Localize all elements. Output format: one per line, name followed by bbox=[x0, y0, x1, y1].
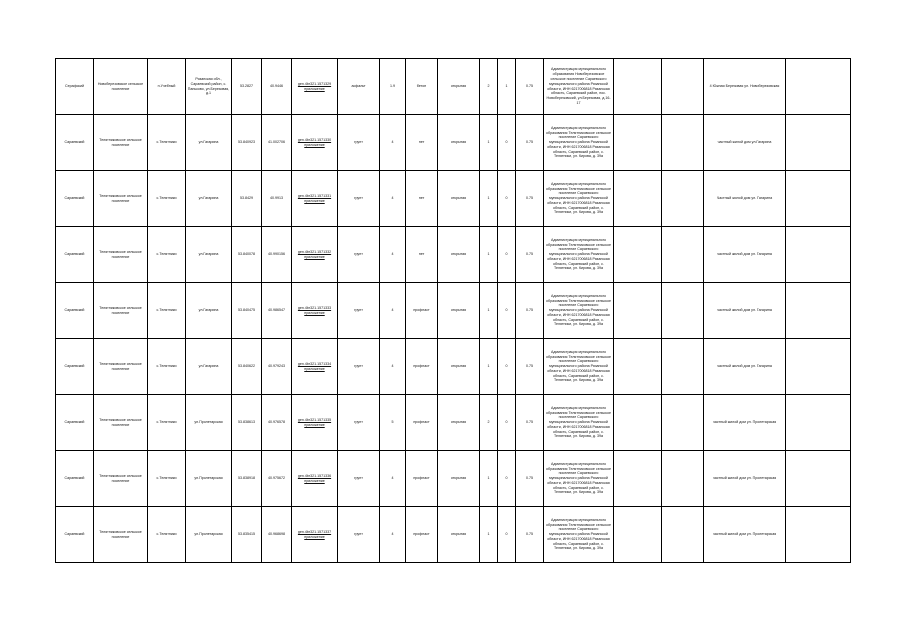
cell-link[interactable] bbox=[292, 395, 338, 451]
cell-link[interactable] bbox=[292, 507, 338, 563]
cell-sources-list: частный жилой дом ул. Гагарина bbox=[704, 227, 786, 283]
cell-coverage: профнаст bbox=[406, 339, 438, 395]
cell-locality: с.Телятники bbox=[148, 451, 186, 507]
cell-blank bbox=[786, 115, 851, 171]
table-row bbox=[56, 507, 851, 563]
cell-type: открытая bbox=[438, 339, 480, 395]
document-link[interactable]: gen.4br321.1571332 приложение bbox=[297, 249, 332, 259]
cell-sources-list: частный жилой дом ул. Пролетарская bbox=[704, 507, 786, 563]
container-sites-table bbox=[55, 58, 851, 563]
cell-cnt1: 1 bbox=[480, 339, 498, 395]
cell-owner: Администрация муниципального образования Телятниковское сельское поселение Сараевского муниципального района Рязанской области, ИНН 6217006818 Рязанская область, Сараевский район, с. Телятники, ул. Кирова, д. 39а bbox=[544, 115, 614, 171]
cell-settlement: Телятниковское сельское поселение bbox=[94, 451, 148, 507]
cell-lon: 41.002706 bbox=[262, 115, 292, 171]
cell-link[interactable] bbox=[292, 59, 338, 115]
cell-cnt2: 0 bbox=[498, 339, 516, 395]
cell-source bbox=[614, 395, 662, 451]
cell-area: 4 bbox=[380, 115, 406, 171]
cell-surface: грунт bbox=[338, 395, 380, 451]
cell-source bbox=[614, 507, 662, 563]
cell-volume: 0.75 bbox=[516, 507, 544, 563]
cell-volume: 0.75 bbox=[516, 171, 544, 227]
cell-sources-list: частный жилой дом ул.Гагарина bbox=[704, 115, 786, 171]
cell-coverage: профнаст bbox=[406, 507, 438, 563]
cell-blank bbox=[786, 283, 851, 339]
cell-cnt2: 1 bbox=[498, 59, 516, 115]
cell-blank bbox=[786, 171, 851, 227]
cell-source bbox=[614, 171, 662, 227]
cell-sources-list: частный жилой дом ул. Пролетарская bbox=[704, 395, 786, 451]
cell-owner: Администрация муниципального образования Новоберезовское сельское поселение Сараевского муниципального района Рязанской области, ИНН 6217006818 Рязанская область, Сараевский район, пос. Новоберезовский, ул.Березовая, д.16-17 bbox=[544, 59, 614, 115]
document-link[interactable]: gen.4br321.1571329 приложение bbox=[297, 81, 332, 91]
cell-link[interactable] bbox=[292, 115, 338, 171]
table-row bbox=[56, 395, 851, 451]
cell-lat: 53.840475 bbox=[232, 283, 262, 339]
cell-cnt2: 0 bbox=[498, 395, 516, 451]
cell-cnt2: 0 bbox=[498, 115, 516, 171]
cell-lon: 40.968698 bbox=[262, 507, 292, 563]
cell-volume: 0.75 bbox=[516, 283, 544, 339]
cell-owner: Администрация муниципального образования Телятниковское сельское поселение Сараевского муниципального района Рязанской области, ИНН 6217006818 Рязанская область, Сараевский район, с. Телятники, ул. Кирова, д. 39а bbox=[544, 339, 614, 395]
cell-lon: 40.986547 bbox=[262, 283, 292, 339]
cell-area: 5 bbox=[380, 395, 406, 451]
cell-surface: грунт bbox=[338, 283, 380, 339]
cell-source bbox=[614, 115, 662, 171]
cell-volume: 0.75 bbox=[516, 339, 544, 395]
document-link[interactable]: gen.4br321.1571336 приложение bbox=[297, 473, 332, 483]
cell-responsible bbox=[662, 451, 704, 507]
document-link[interactable]: gen.4br321.1571330 приложение bbox=[297, 137, 332, 147]
cell-surface: грунт bbox=[338, 171, 380, 227]
document-link[interactable]: gen.4br321.1571334 приложение bbox=[297, 361, 332, 371]
cell-cnt2: 0 bbox=[498, 507, 516, 563]
cell-lat: 53.840923 bbox=[232, 115, 262, 171]
cell-owner: Администрация муниципального образования Телятниковское сельское поселение Сараевского муниципального района Рязанской области, ИНН 6217006818 Рязанская область, Сараевский район, с. Телятники, ул. Кирова, д. 39а bbox=[544, 171, 614, 227]
cell-lon: 40.990156 bbox=[262, 227, 292, 283]
cell-link[interactable] bbox=[292, 171, 338, 227]
cell-cnt1: 1 bbox=[480, 283, 498, 339]
cell-cnt1: 1 bbox=[480, 451, 498, 507]
cell-type: открытая bbox=[438, 59, 480, 115]
cell-responsible bbox=[662, 59, 704, 115]
cell-responsible bbox=[662, 507, 704, 563]
cell-cnt2: 0 bbox=[498, 283, 516, 339]
cell-sources-list: Частный жилой дом ул. Гагарина bbox=[704, 171, 786, 227]
cell-settlement: Телятниковское сельское поселение bbox=[94, 339, 148, 395]
cell-link[interactable] bbox=[292, 227, 338, 283]
cell-cnt2: 0 bbox=[498, 171, 516, 227]
cell-street: ул.Гагарина bbox=[186, 283, 232, 339]
cell-district: Сараевский bbox=[56, 507, 94, 563]
cell-surface: асфальт bbox=[338, 59, 380, 115]
cell-cnt1: 2 bbox=[480, 59, 498, 115]
cell-source bbox=[614, 339, 662, 395]
cell-responsible bbox=[662, 115, 704, 171]
cell-source bbox=[614, 283, 662, 339]
cell-coverage: бетон bbox=[406, 59, 438, 115]
cell-area: 4 bbox=[380, 507, 406, 563]
table-row bbox=[56, 115, 851, 171]
cell-coverage: профнаст bbox=[406, 283, 438, 339]
cell-blank bbox=[786, 59, 851, 115]
cell-locality: с.Телятники bbox=[148, 339, 186, 395]
cell-type: открытая bbox=[438, 171, 480, 227]
cell-district: Сараевский bbox=[56, 451, 94, 507]
document-link[interactable]: gen.4br321.1571333 приложение bbox=[297, 305, 332, 315]
cell-blank bbox=[786, 339, 851, 395]
cell-locality: п.Учебный bbox=[148, 59, 186, 115]
cell-settlement: Новоберезовское сельское поселение bbox=[94, 59, 148, 115]
cell-coverage: нет bbox=[406, 115, 438, 171]
cell-owner: Администрация муниципального образования Телятниковское сельское поселение Сараевского муниципального района Рязанской области, ИНН 6217006818 Рязанская область, Сараевский район, с. Телятники, ул. Кирова, д. 39а bbox=[544, 451, 614, 507]
cell-sources-list: частный жилой дом ул. Гагарина bbox=[704, 339, 786, 395]
cell-source bbox=[614, 451, 662, 507]
cell-locality: с.Телятники bbox=[148, 395, 186, 451]
table-row bbox=[56, 283, 851, 339]
cell-locality: с.Телятники bbox=[148, 115, 186, 171]
cell-responsible bbox=[662, 171, 704, 227]
cell-source bbox=[614, 227, 662, 283]
cell-cnt2: 0 bbox=[498, 227, 516, 283]
cell-cnt2: 0 bbox=[498, 451, 516, 507]
cell-blank bbox=[786, 227, 851, 283]
cell-area: 4 bbox=[380, 339, 406, 395]
cell-street: ул.Гагарина bbox=[186, 115, 232, 171]
table-row bbox=[56, 339, 851, 395]
cell-street: ул.Гагарина bbox=[186, 171, 232, 227]
cell-type: открытая bbox=[438, 227, 480, 283]
cell-locality: с.Телятники bbox=[148, 227, 186, 283]
cell-type: открытая bbox=[438, 115, 480, 171]
cell-area: 1.9 bbox=[380, 59, 406, 115]
cell-street: Рязанская обл., Сараевский район, с. Паньково, ул.Березовая, д.1 bbox=[186, 59, 232, 115]
cell-blank bbox=[786, 451, 851, 507]
cell-street: ул.Пролетарская bbox=[186, 395, 232, 451]
cell-cnt1: 1 bbox=[480, 115, 498, 171]
cell-lat: 53.835415 bbox=[232, 507, 262, 563]
cell-lon: 40.979243 bbox=[262, 339, 292, 395]
cell-lon: 40.976578 bbox=[262, 395, 292, 451]
table-row bbox=[56, 227, 851, 283]
cell-settlement: Телятниковское сельское поселение bbox=[94, 171, 148, 227]
cell-type: открытая bbox=[438, 395, 480, 451]
cell-coverage: нет bbox=[406, 171, 438, 227]
cell-locality: с.Телятники bbox=[148, 507, 186, 563]
cell-district: Сараевский bbox=[56, 283, 94, 339]
cell-source bbox=[614, 59, 662, 115]
cell-lon: 40.975672 bbox=[262, 451, 292, 507]
cell-area: 4 bbox=[380, 451, 406, 507]
cell-district: Серафский bbox=[56, 59, 94, 115]
cell-surface: грунт bbox=[338, 227, 380, 283]
cell-lat: 53.838918 bbox=[232, 451, 262, 507]
cell-cnt1: 1 bbox=[480, 227, 498, 283]
cell-district: Сараевский bbox=[56, 171, 94, 227]
cell-district: Сараевский bbox=[56, 395, 94, 451]
cell-volume: 0.75 bbox=[516, 59, 544, 115]
cell-lon: 40.9446 bbox=[262, 59, 292, 115]
cell-district: Сараевский bbox=[56, 339, 94, 395]
cell-cnt1: 2 bbox=[480, 395, 498, 451]
cell-area: 4 bbox=[380, 171, 406, 227]
cell-volume: 0.75 bbox=[516, 227, 544, 283]
cell-sources-list: 4 Южная Березовая ул. Новоберезовская bbox=[704, 59, 786, 115]
cell-street: ул.Гагарина bbox=[186, 339, 232, 395]
document-link[interactable]: gen.4br321.1571331 приложение bbox=[297, 193, 332, 203]
table-row bbox=[56, 59, 851, 115]
document-link[interactable]: gen.4br321.1571337 приложение bbox=[297, 529, 332, 539]
table-row bbox=[56, 171, 851, 227]
cell-street: ул.Гагарина bbox=[186, 227, 232, 283]
cell-surface: грунт bbox=[338, 339, 380, 395]
cell-locality: с.Телятники bbox=[148, 283, 186, 339]
cell-lat: 53.2827 bbox=[232, 59, 262, 115]
cell-type: открытая bbox=[438, 283, 480, 339]
cell-lat: 53.8429 bbox=[232, 171, 262, 227]
cell-settlement: Телятниковское сельское поселение bbox=[94, 283, 148, 339]
cell-owner: Администрация муниципального образования Телятниковское сельское поселение Сараевского муниципального района Рязанской области, ИНН 6217006818 Рязанская область, Сараевский район, с. Телятники, ул. Кирова, д. 39а bbox=[544, 507, 614, 563]
cell-sources-list: частный жилой дом ул. Гагарина bbox=[704, 283, 786, 339]
cell-cnt1: 1 bbox=[480, 171, 498, 227]
cell-surface: грунт bbox=[338, 451, 380, 507]
cell-blank bbox=[786, 507, 851, 563]
cell-volume: 0.75 bbox=[516, 451, 544, 507]
cell-volume: 0.75 bbox=[516, 395, 544, 451]
cell-coverage: профнаст bbox=[406, 395, 438, 451]
cell-area: 4 bbox=[380, 227, 406, 283]
cell-responsible bbox=[662, 227, 704, 283]
document-link[interactable]: gen.4br321.1571335 приложение bbox=[297, 417, 332, 427]
cell-street: ул.Пролетарская bbox=[186, 451, 232, 507]
cell-settlement: Телятниковское сельское поселение bbox=[94, 507, 148, 563]
cell-settlement: Телятниковское сельское поселение bbox=[94, 395, 148, 451]
cell-surface: грунт bbox=[338, 507, 380, 563]
cell-responsible bbox=[662, 339, 704, 395]
cell-settlement: Телятниковское сельское поселение bbox=[94, 227, 148, 283]
cell-link[interactable] bbox=[292, 283, 338, 339]
cell-link[interactable] bbox=[292, 339, 338, 395]
cell-lat: 53.838613 bbox=[232, 395, 262, 451]
cell-owner: Администрация муниципального образования Телятниковское сельское поселение Сараевского муниципального района Рязанской области, ИНН 6217006818 Рязанская область, Сараевский район, с. Телятники, ул. Кирова, д. 39а bbox=[544, 283, 614, 339]
cell-blank bbox=[786, 395, 851, 451]
cell-volume: 0.75 bbox=[516, 115, 544, 171]
cell-district: Сараевский bbox=[56, 115, 94, 171]
cell-link[interactable] bbox=[292, 451, 338, 507]
cell-cnt1: 1 bbox=[480, 507, 498, 563]
cell-type: открытая bbox=[438, 507, 480, 563]
cell-responsible bbox=[662, 283, 704, 339]
cell-area: 4 bbox=[380, 283, 406, 339]
cell-responsible bbox=[662, 395, 704, 451]
cell-lat: 53.840078 bbox=[232, 227, 262, 283]
cell-street: ул.Пролетарская bbox=[186, 507, 232, 563]
cell-coverage: нет bbox=[406, 227, 438, 283]
cell-coverage: профнаст bbox=[406, 451, 438, 507]
cell-sources-list: частный жилой дом ул. Пролетарская bbox=[704, 451, 786, 507]
cell-locality: с.Телятники bbox=[148, 171, 186, 227]
table-row bbox=[56, 451, 851, 507]
cell-owner: Администрация муниципального образования Телятниковское сельское поселение Сараевского муниципального района Рязанской области, ИНН 6217006818 Рязанская область, Сараевский район, с. Телятники, ул. Кирова, д. 39а bbox=[544, 227, 614, 283]
cell-settlement: Телятниковское сельское поселение bbox=[94, 115, 148, 171]
cell-surface: грунт bbox=[338, 115, 380, 171]
cell-lat: 53.840622 bbox=[232, 339, 262, 395]
cell-district: Сараевский bbox=[56, 227, 94, 283]
cell-lon: 40.9913 bbox=[262, 171, 292, 227]
cell-type: открытая bbox=[438, 451, 480, 507]
cell-owner: Администрация муниципального образования Телятниковское сельское поселение Сараевского муниципального района Рязанской области, ИНН 6217006818 Рязанская область, Сараевский район, с. Телятники, ул. Кирова, д. 39а bbox=[544, 395, 614, 451]
